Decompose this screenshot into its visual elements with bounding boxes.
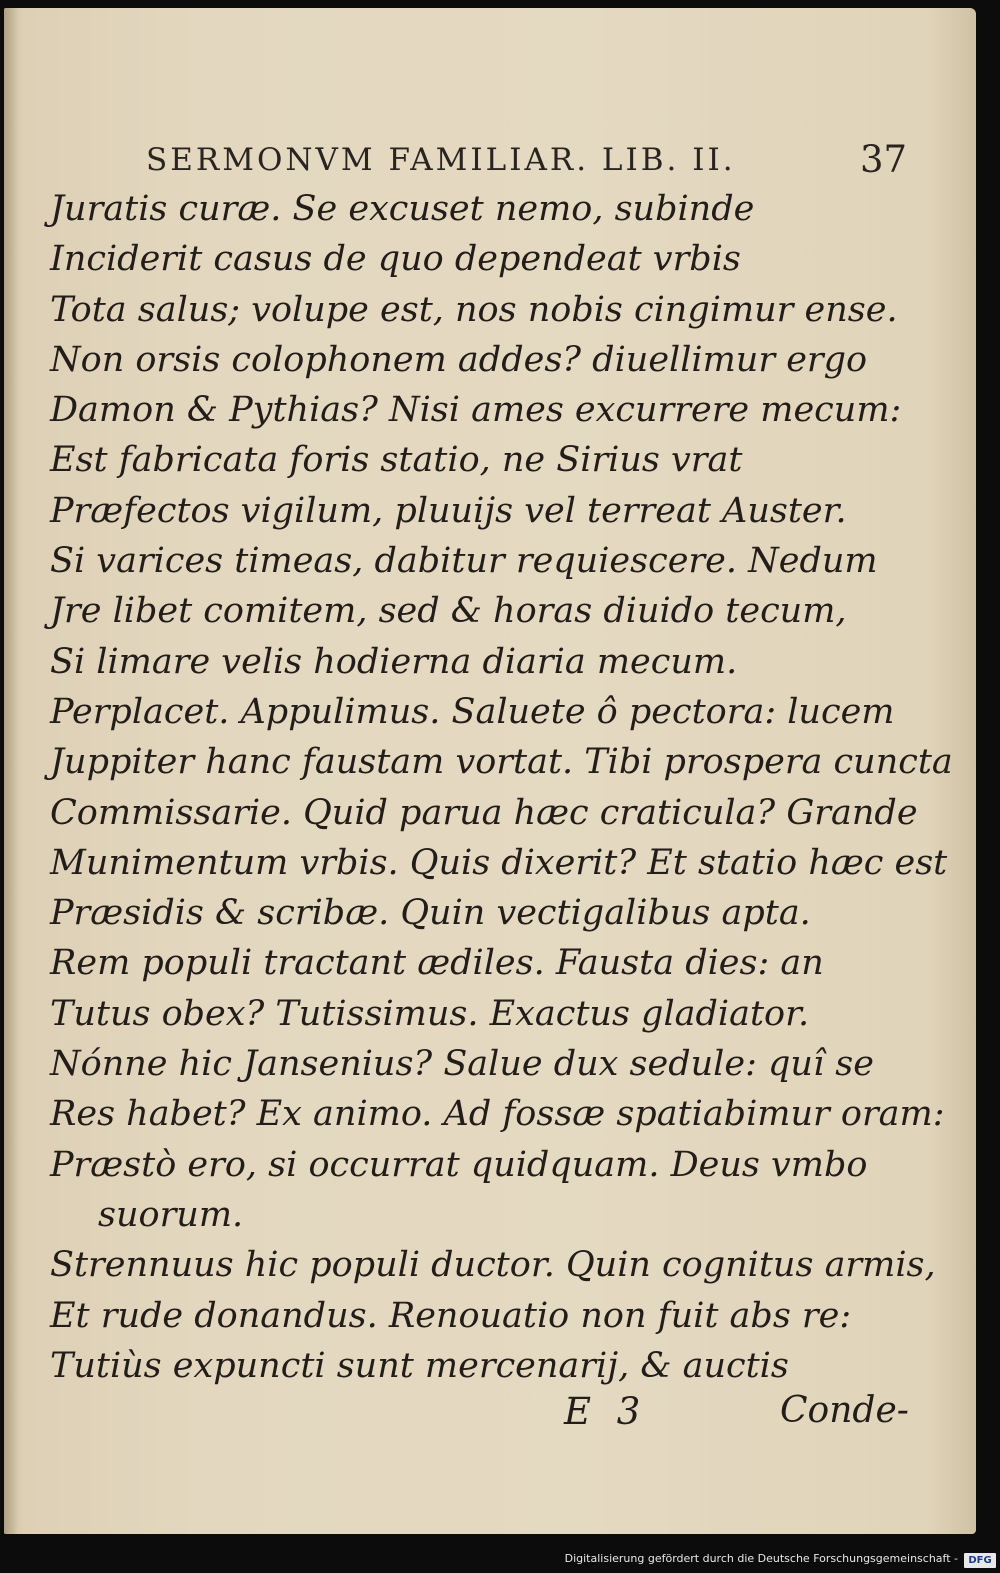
verse-line: Si limare velis hodierna diaria mecum. xyxy=(50,641,738,682)
gutter-shadow xyxy=(4,8,18,1534)
verse-line: Præfectos vigilum, pluuijs vel terreat Auster. xyxy=(50,490,847,531)
page-number: 37 xyxy=(860,138,908,181)
verse-line: Non orsis colophonem addes? diuellimur ergo xyxy=(50,339,868,380)
verse-line: Est fabricata foris statio, ne Sirius vrat xyxy=(50,440,743,481)
verse-line: Damon & Pythias? Nisi ames excurrere mecum: xyxy=(50,390,902,431)
digitization-credit xyxy=(564,1550,1000,1572)
book-page xyxy=(4,8,976,1534)
verse-line: Perplacet. Appulimus. Saluete ô pectora: lucem xyxy=(50,691,895,732)
verse-line-continuation: suorum. xyxy=(98,1194,244,1235)
verse-line: Tutus obex? Tutissimus. Exactus gladiator. xyxy=(50,993,810,1034)
verse-line: Strennuus hic populi ductor. Quin cognitus armis, xyxy=(50,1245,936,1286)
verse-line: Res habet? Ex animo. Ad fossæ spatiabimur oram: xyxy=(50,1094,945,1135)
catchword: Conde- xyxy=(780,1390,909,1431)
signature-mark: E 3 xyxy=(564,1390,641,1433)
verse-line: Tutiùs expuncti sunt mercenarij, & auctis xyxy=(50,1345,789,1386)
page-header xyxy=(4,138,976,188)
verse-line: Si varices timeas, dabitur requiescere. Nedum xyxy=(50,541,878,582)
page-footer xyxy=(4,1390,976,1440)
verse-line: Munimentum vrbis. Quis dixerit? Et statio hæc est xyxy=(50,842,948,883)
verse-line: Inciderit casus de quo dependeat vrbis xyxy=(50,239,741,280)
credit-text: Digitalisierung gefördert durch die Deutsche Forschungsgemeinschaft - xyxy=(564,1552,958,1565)
verse-line: Juppiter hanc faustam vortat. Tibi prospera cuncta xyxy=(50,742,953,783)
verse-line: Tota salus; volupe est, nos nobis cingimur ense. xyxy=(50,289,898,330)
verse-text xyxy=(50,184,953,1391)
verse-line: Nónne hic Jansenius? Salue dux sedule: quî se xyxy=(50,1044,874,1085)
running-title: SERMONVM FAMILIAR. LIB. II. xyxy=(146,142,736,178)
dfg-logo: DFG xyxy=(964,1553,996,1568)
verse-line: Commissarie. Quid parua hæc craticula? Grande xyxy=(50,792,918,833)
verse-line: Rem populi tractant ædiles. Fausta dies: an xyxy=(50,943,824,984)
verse-line: Et rude donandus. Renouatio non fuit abs re: xyxy=(50,1295,852,1336)
verse-line: Præsidis & scribæ. Quin vectigalibus apta. xyxy=(50,893,811,934)
verse-line: Juratis curæ. Se excuset nemo, subinde xyxy=(50,189,755,229)
verse-line: Præstò ero, si occurrat quidquam. Deus vmbo xyxy=(50,1144,868,1185)
verse-line: Jre libet comitem, sed & horas diuido tecum, xyxy=(50,591,847,632)
